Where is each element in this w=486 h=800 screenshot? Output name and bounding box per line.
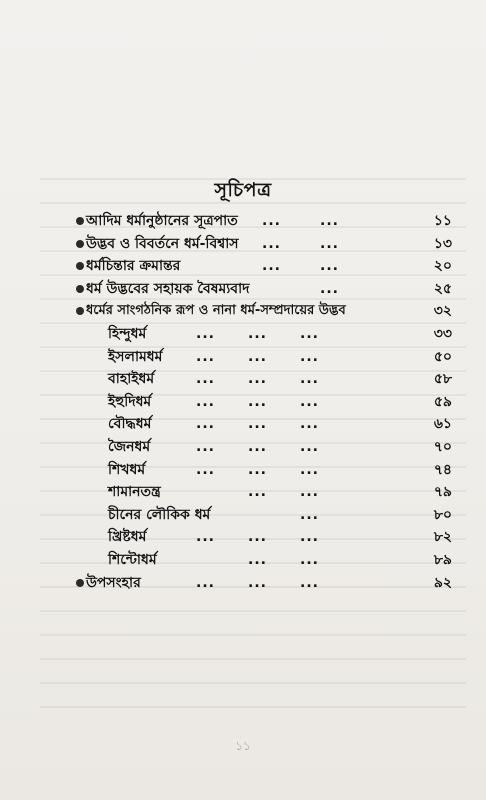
toc-subentry[interactable] (66, 549, 452, 572)
bullet-icon (76, 262, 84, 270)
leader-dots: ... (248, 393, 267, 410)
leader-dots: ... (300, 325, 319, 342)
leader-dots: ... (300, 393, 319, 410)
toc-entry[interactable] (66, 300, 452, 323)
leader-dots: ... (248, 461, 267, 478)
toc-entry-label: চীনের লৌকিক ধর্ম (108, 506, 211, 523)
leader-dots: ... (196, 574, 215, 591)
toc-entry-page: ৩২ (433, 303, 452, 320)
toc-entry[interactable] (66, 233, 452, 256)
toc-entry-label: ইহুদিধর্ম (108, 393, 152, 410)
leader-dots: ... (196, 325, 215, 342)
leader-dots: ... (262, 235, 281, 252)
toc-entry-label: ধর্মচিন্তার ক্রমান্তর (86, 258, 181, 275)
toc-entry[interactable] (66, 255, 452, 278)
toc-subentry[interactable] (66, 459, 452, 482)
leader-dots: ... (196, 393, 215, 410)
leader-dots: ... (300, 529, 319, 546)
toc-entry-label: খ্রিষ্টধর্ম (108, 529, 147, 546)
leader-dots: ... (248, 348, 267, 365)
toc-entry-label: শিখধর্ম (108, 461, 146, 478)
toc-entry-label: উপসংহার (86, 574, 141, 591)
leader-dots: ... (196, 371, 215, 388)
bullet-icon (76, 579, 84, 587)
toc-entry-label: শামানতন্ত্র (108, 484, 161, 501)
leader-dots: ... (248, 529, 267, 546)
toc-entry[interactable] (66, 278, 452, 301)
leader-dots: ... (320, 258, 339, 275)
toc-entry-page: ৬১ (433, 416, 452, 433)
leader-dots: ... (320, 213, 339, 229)
leader-dots: ... (300, 574, 319, 591)
bullet-icon (76, 285, 84, 293)
leader-dots: ... (196, 529, 215, 546)
toc-entry-page: ২৫ (433, 280, 452, 297)
leader-dots: ... (248, 438, 267, 455)
leader-dots: ... (300, 484, 319, 501)
leader-dots: ... (262, 213, 281, 229)
leader-dots: ... (300, 506, 319, 523)
toc-entry-label: ধর্ম উদ্ভবের সহায়ক বৈষম্যবাদ (86, 280, 250, 297)
leader-dots: ... (300, 551, 319, 568)
toc-entry-label: আদিম ধর্মানুষ্ঠানের সূত্রপাত (86, 213, 238, 229)
toc-subentry[interactable] (66, 323, 452, 346)
leader-dots: ... (248, 416, 267, 433)
toc-entry-page: ৯২ (433, 574, 452, 591)
toc-subentry[interactable] (66, 481, 452, 504)
toc-entry-page: ৭০ (433, 438, 452, 455)
toc-entry-page: ৭৪ (433, 461, 452, 478)
toc-entry-page: ৮২ (433, 529, 452, 546)
toc-entry-label: ধর্মের সাংগঠনিক রূপ ও নানা ধর্ম-সম্প্রদায়ের উদ্ভব (86, 303, 346, 319)
leader-dots: ... (300, 371, 319, 388)
toc-subentry[interactable] (66, 436, 452, 459)
toc-entry-page: ২০ (433, 258, 452, 275)
toc-entry-label: হিন্দুধর্ম (108, 325, 147, 342)
toc-entry-label: জৈনধর্ম (108, 438, 151, 455)
toc-subentry[interactable] (66, 413, 452, 436)
leader-dots: ... (248, 551, 267, 568)
toc-entry-page: ১৩ (433, 235, 452, 252)
leader-dots: ... (248, 574, 267, 591)
toc-entry[interactable] (66, 572, 452, 595)
toc-entry-page: ৮০ (433, 506, 452, 523)
bullet-icon (76, 240, 84, 248)
toc-entry-page: ৫৯ (433, 393, 452, 410)
leader-dots: ... (248, 484, 267, 501)
toc-entry-page: ৭৯ (433, 484, 452, 501)
leader-dots: ... (196, 461, 215, 478)
toc-entry-label: বাহাইধর্ম (108, 371, 155, 388)
leader-dots: ... (320, 280, 339, 297)
leader-dots: ... (248, 371, 267, 388)
toc-entry-label: উদ্ভব ও বিবর্তনে ধর্ম-বিশ্বাস (86, 235, 239, 252)
toc-entry[interactable] (66, 210, 452, 233)
leader-dots: ... (300, 416, 319, 433)
toc-subentry[interactable] (66, 391, 452, 414)
toc-entry-label: ইসলামধর্ম (108, 348, 163, 365)
toc-entry-page: ৩৩ (433, 325, 452, 342)
leader-dots: ... (300, 461, 319, 478)
toc-entry-page: ১১ (433, 213, 452, 229)
toc-entry-label: শিন্টোধর্ম (108, 551, 157, 568)
leader-dots: ... (300, 438, 319, 455)
leader-dots: ... (262, 258, 281, 275)
leader-dots: ... (248, 325, 267, 342)
toc-entry-label: বৌদ্ধধর্ম (108, 416, 152, 433)
toc-entry-page: ৫৮ (433, 371, 452, 388)
toc-subentry[interactable] (66, 504, 452, 527)
table-of-contents (66, 210, 452, 594)
toc-subentry[interactable] (66, 346, 452, 369)
toc-entry-page: ৫০ (433, 348, 452, 365)
leader-dots: ... (196, 438, 215, 455)
page-title: সূচিপত্র (214, 179, 272, 201)
leader-dots: ... (196, 416, 215, 433)
page-number: ১১ (235, 739, 251, 753)
leader-dots: ... (196, 348, 215, 365)
bullet-icon (76, 307, 84, 315)
bullet-icon (76, 217, 84, 225)
toc-subentry[interactable] (66, 526, 452, 549)
toc-entry-page: ৮৯ (433, 551, 452, 568)
leader-dots: ... (300, 348, 319, 365)
leader-dots: ... (320, 235, 339, 252)
toc-subentry[interactable] (66, 368, 452, 391)
